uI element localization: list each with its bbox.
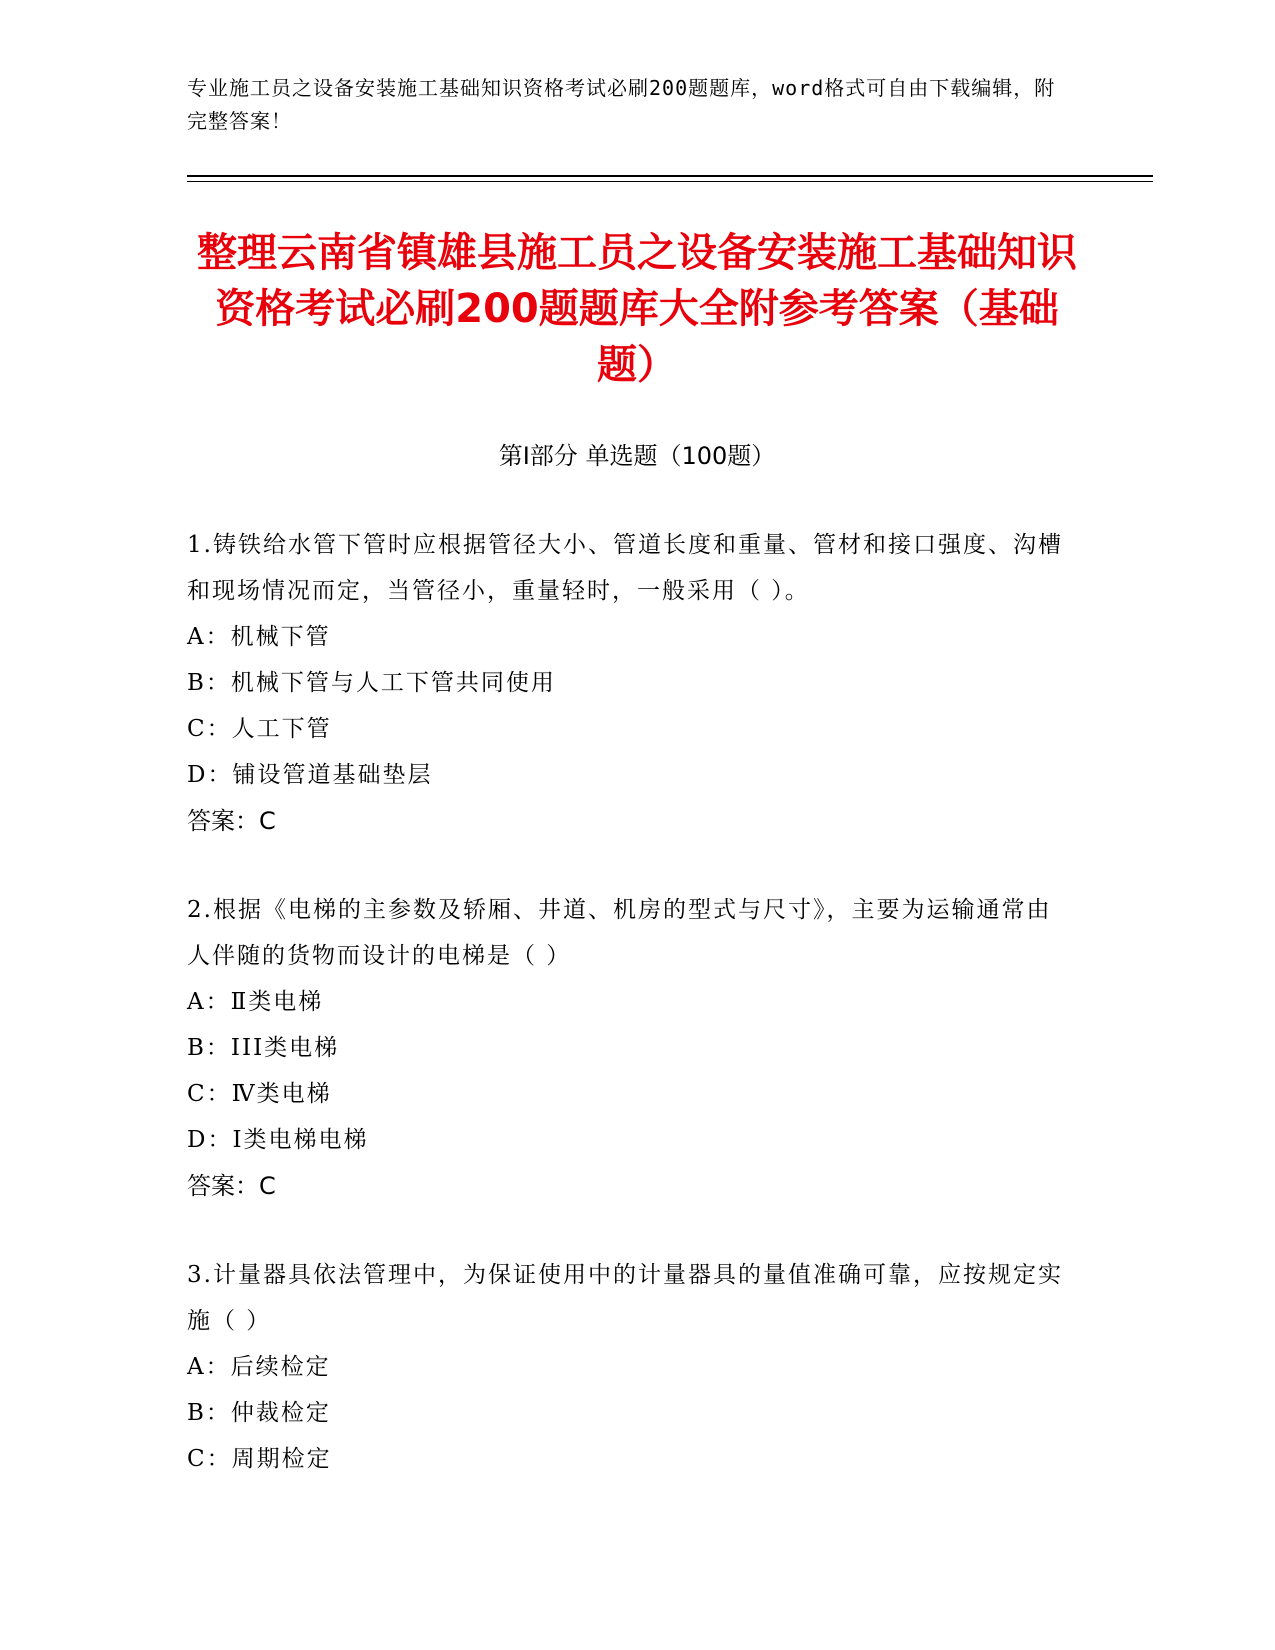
option-b: B：III类电梯 — [187, 1035, 340, 1061]
option-a: A：Ⅱ类电梯 — [187, 989, 324, 1015]
answer-line: 答案：C — [187, 1172, 276, 1200]
answer-line: 答案：C — [187, 807, 276, 835]
option-c: C：Ⅳ类电梯 — [187, 1081, 332, 1107]
option-c: C：人工下管 — [187, 716, 332, 742]
question-stem: 1.铸铁给水管下管时应根据管径大小、管道长度和重量、管材和接口强度、沟槽和现场情况而定，当管径小，重量轻时，一般采用（ ）。 — [187, 532, 1063, 604]
header-divider-thin — [187, 181, 1153, 182]
question-item-3 — [187, 1252, 1067, 1482]
option-a: A：后续检定 — [187, 1354, 331, 1380]
option-b: B：仲裁检定 — [187, 1400, 331, 1426]
document-header-note: 专业施工员之设备安装施工基础知识资格考试必刷200题题库，word格式可自由下载编辑，附完整答案！ — [187, 76, 1056, 133]
question-stem: 2.根据《电梯的主参数及轿厢、井道、机房的型式与尺寸》，主要为运输通常由人伴随的货物而设计的电梯是（ ） — [187, 897, 1052, 969]
option-b: B：机械下管与人工下管共同使用 — [187, 670, 556, 696]
section-heading: 第Ⅰ部分 单选题（100题） — [498, 442, 776, 470]
question-item-1 — [187, 522, 1067, 844]
option-d: D：铺设管道基础垫层 — [187, 762, 433, 788]
question-stem: 3.计量器具依法管理中，为保证使用中的计量器具的量值准确可靠，应按规定实施（ ） — [187, 1262, 1063, 1334]
document-title: 整理云南省镇雄县施工员之设备安装施工基础知识资格考试必刷200题题库大全附参考答案（基础题） — [197, 230, 1077, 388]
header-divider-thick — [187, 175, 1153, 177]
question-item-2 — [187, 887, 1067, 1209]
option-d: D：Ⅰ类电梯电梯 — [187, 1127, 369, 1153]
option-a: A：机械下管 — [187, 624, 331, 650]
option-c: C：周期检定 — [187, 1446, 332, 1472]
question-list — [187, 522, 1067, 1525]
